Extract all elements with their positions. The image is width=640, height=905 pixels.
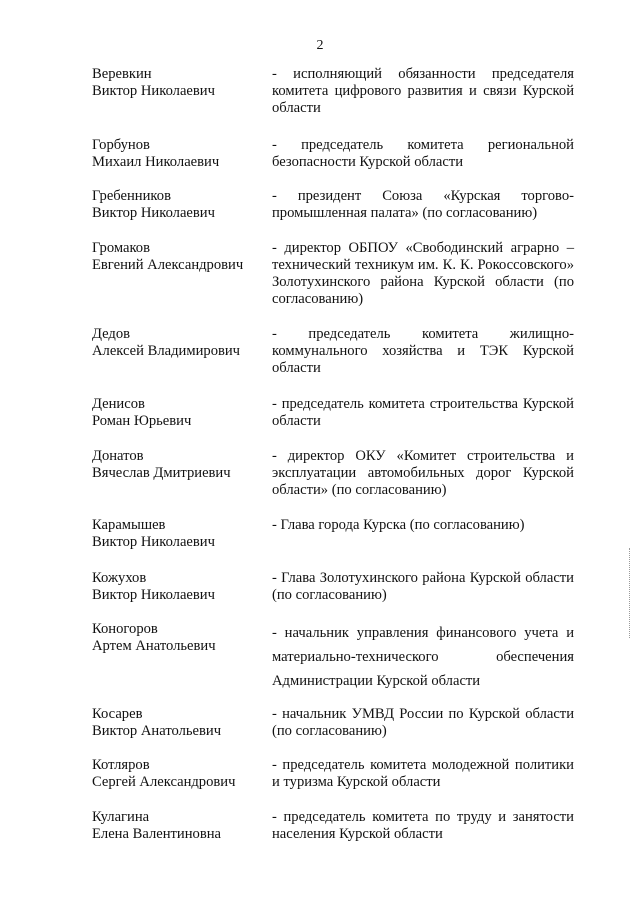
member-given-names: Вячеслав Дмитриевич — [92, 465, 231, 481]
member-role: - директор ОБПОУ «Свободинский аграрно – технический техникум им. К. К. Рокоссовского» Золотухинского района Курской области (по согласованию) — [272, 240, 574, 307]
member-name — [92, 448, 272, 482]
member-surname: Косарев — [92, 706, 143, 722]
member-name — [92, 809, 272, 843]
member-name — [92, 517, 272, 551]
scan-margin-marks — [629, 548, 634, 638]
member-given-names: Елена Валентиновна — [92, 826, 221, 842]
member-role: - Глава города Курска (по согласованию) — [272, 517, 525, 533]
member-name — [92, 326, 272, 360]
member-role: - председатель комитета региональной безопасности Курской области — [272, 137, 574, 170]
member-name — [92, 396, 272, 430]
member-given-names: Виктор Николаевич — [92, 534, 215, 550]
member-role: - директор ОКУ «Комитет строительства и эксплуатации автомобильных дорог Курской области» (по согласованию) — [272, 448, 574, 498]
page-number: 2 — [316, 38, 324, 53]
member-name — [92, 137, 272, 171]
member-given-names: Виктор Николаевич — [92, 587, 215, 603]
member-given-names: Михаил Николаевич — [92, 154, 220, 170]
member-surname: Денисов — [92, 396, 145, 412]
member-role: - начальник УМВД России по Курской области (по согласованию) — [272, 706, 574, 739]
member-given-names: Алексей Владимирович — [92, 343, 241, 359]
member-surname: Донатов — [92, 448, 144, 464]
member-name — [92, 66, 272, 100]
member-role: - председатель комитета жилищно-коммунального хозяйства и ТЭК Курской области — [272, 326, 574, 376]
member-surname: Горбунов — [92, 137, 150, 153]
member-name — [92, 240, 272, 274]
member-role: - председатель комитета молодежной политики и туризма Курской области — [272, 757, 574, 790]
member-given-names: Артем Анатольевич — [92, 638, 216, 654]
member-role: - начальник управления финансового учета и материально-технического обеспечения Администрации Курской области — [272, 625, 574, 689]
member-name — [92, 570, 272, 604]
member-surname: Веревкин — [92, 66, 152, 82]
member-given-names: Виктор Николаевич — [92, 205, 215, 221]
member-role: - Глава Золотухинского района Курской области (по согласованию) — [272, 570, 574, 603]
member-given-names: Сергей Александрович — [92, 774, 236, 790]
member-surname: Громаков — [92, 240, 150, 256]
member-surname: Дедов — [92, 326, 131, 342]
member-surname: Кожухов — [92, 570, 147, 586]
member-surname: Котляров — [92, 757, 150, 773]
member-given-names: Роман Юрьевич — [92, 413, 192, 429]
member-name — [92, 621, 272, 655]
member-surname: Карамышев — [92, 517, 166, 533]
member-role: - председатель комитета по труду и занятости населения Курской области — [272, 809, 574, 842]
member-given-names: Евгений Александрович — [92, 257, 244, 273]
member-surname: Гребенников — [92, 188, 171, 204]
member-name — [92, 757, 272, 791]
member-role: - председатель комитета строительства Курской области — [272, 396, 574, 429]
member-name — [92, 188, 272, 222]
member-role: - исполняющий обязанности председателя комитета цифрового развития и связи Курской области — [272, 66, 574, 116]
member-given-names: Виктор Николаевич — [92, 83, 215, 99]
member-role: - президент Союза «Курская торгово-промышленная палата» (по согласованию) — [272, 188, 574, 221]
member-given-names: Виктор Анатольевич — [92, 723, 222, 739]
member-surname: Кулагина — [92, 809, 150, 825]
member-name — [92, 706, 272, 740]
member-surname: Коногоров — [92, 621, 158, 637]
